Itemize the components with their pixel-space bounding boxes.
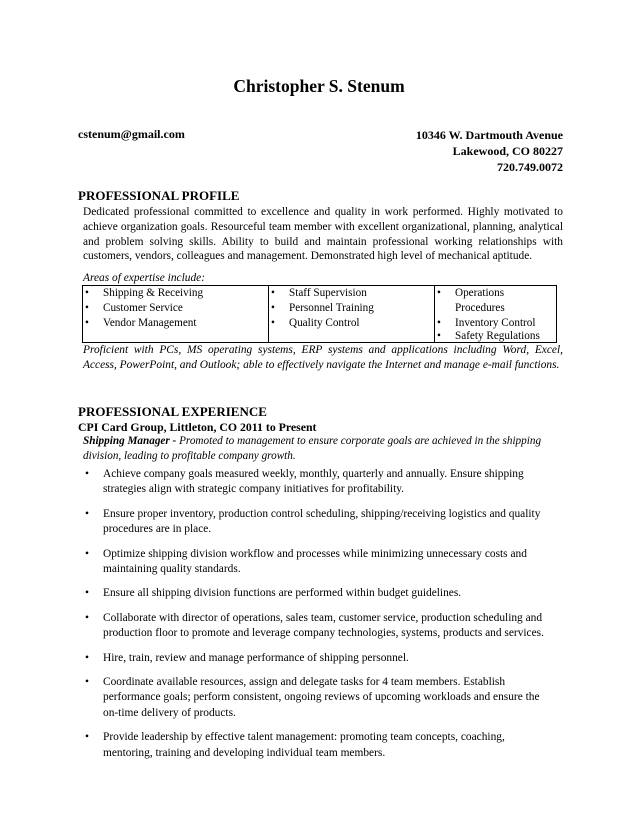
list-item: • Coordinate available resources, assign and delegate tasks for 4 team members. Establish performance goals; perform consistent, ongoing reviews of upcoming workloads and ensure the on-time delivery of products.: [85, 676, 540, 719]
list-item: • Provide leadership by effective talent management: promoting team concepts, coaching, mentoring, training and developing individual team members.: [85, 731, 505, 759]
role-title: Shipping Manager -: [83, 435, 177, 447]
list-item: • Achieve company goals measured weekly, monthly, quarterly and annually. Ensure shipping strategies align with strategic company initiatives for profitability.: [85, 468, 524, 496]
skills-column-2: • Staff Supervision • Personnel Training • Quality Control: [268, 286, 435, 342]
address-street: 10346 W. Dartmouth Avenue: [415, 128, 563, 142]
phone-number: 720.749.0072: [497, 160, 563, 174]
role-description: [83, 434, 563, 464]
skills-column-1: • Shipping & Receiving • Customer Service • Vendor Management: [85, 287, 204, 329]
list-item: • Ensure all shipping division functions are performed within budget guidelines.: [85, 587, 462, 600]
duties-list: [83, 467, 553, 770]
list-item: • Optimize shipping division workflow and processes while minimizing unnecessary costs and maintaining quality standards.: [85, 547, 527, 576]
candidate-name: Christopher S. Stenum: [233, 76, 405, 96]
profile-summary: Dedicated professional committed to excellence and quality in work performed. Highly motivated to achieve organization goals. Resourceful team member with excellent organizational, planning, analytical and problem solving skills. Ability to build and maintain professional working relationships with customers, vendors, colleagues and management. Demonstrated high level of mechanical aptitude.: [83, 206, 563, 263]
areas-of-expertise-label: Areas of expertise include:: [83, 272, 205, 284]
company-line: CPI Card Group, Littleton, CO 2011 to Present: [78, 420, 317, 434]
list-item: • Hire, train, review and manage performance of shipping personnel.: [85, 651, 409, 664]
skills-table: [82, 285, 557, 343]
role-summary: Promoted to management to ensure corporate goals are achieved in the shipping division, leading to profitable company growth.: [83, 435, 542, 462]
software-proficiency: Proficient with PCs, MS operating systems, ERP systems and applications including Word, Excel, Access, PowerPoint, and Outlook; able to effectively navigate the Internet and manage e-mail functions.: [83, 344, 563, 371]
address-city: Lakewood, CO 80227: [452, 144, 563, 158]
email-address: cstenum@gmail.com: [78, 127, 185, 141]
list-item: • Ensure proper inventory, production control scheduling, shipping/receiving logistics and quality procedures are in place.: [85, 507, 541, 536]
skills-column-3: • Operations Procedures • Inventory Control • Safety Regulations: [434, 286, 558, 342]
profile-heading: PROFESSIONAL PROFILE: [78, 188, 240, 203]
experience-heading: PROFESSIONAL EXPERIENCE: [78, 404, 267, 419]
list-item: • Collaborate with director of operations, sales team, customer service, production scheduling and production floor to promote and leverage company technologies, systems, products and services.: [85, 611, 544, 640]
contact-address: [416, 127, 563, 175]
